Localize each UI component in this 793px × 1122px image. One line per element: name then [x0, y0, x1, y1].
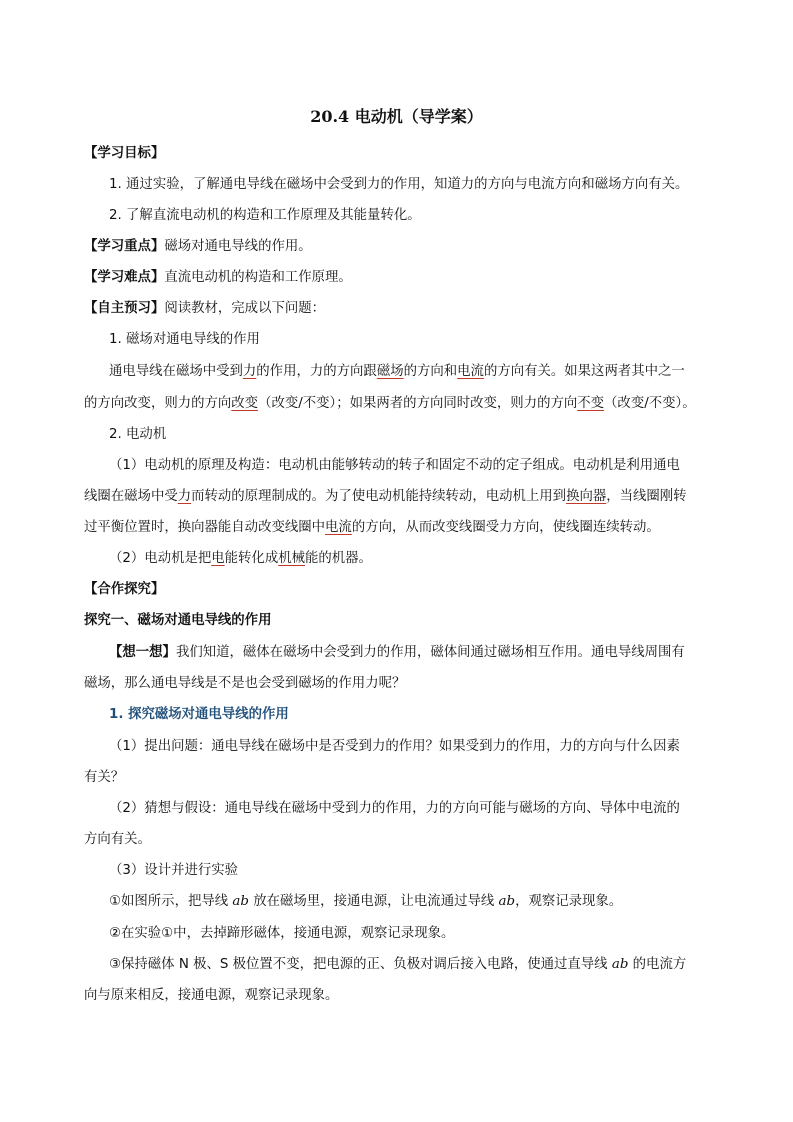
answer-blank: 电流 — [325, 520, 352, 535]
text: ，观察记录现象。 — [515, 894, 623, 909]
page-title: 20.4 电动机（导学案） — [310, 107, 483, 126]
paragraph-line: （3）设计并进行实验 — [109, 863, 239, 878]
wire-label: ab — [232, 894, 249, 909]
text: ，当线圈刚转 — [606, 489, 687, 504]
difficulty-line — [84, 268, 714, 288]
answer-blank: 力 — [242, 364, 257, 379]
text: ①如图所示，把导线 — [109, 894, 229, 909]
paragraph-line: 向与原来相反，接通电源，观察记录现象。 — [84, 988, 339, 1003]
section-label: 【学习重点】 — [84, 239, 165, 254]
answer-blank: 换向器 — [566, 489, 607, 504]
paragraph-line: （1）提出问题：通电导线在磁场中是否受到力的作用？如果受到力的作用，力的方向与什么因素 — [109, 739, 680, 754]
text: 的方向，从而改变线圈受力方向，使线圈连续转动。 — [351, 520, 660, 535]
paragraph-line — [109, 892, 739, 912]
answer-blank: 电流 — [457, 364, 484, 379]
section-label: 【自主预习】 — [84, 301, 165, 316]
objective-item: 1. 通过实验，了解通电导线在磁场中会受到力的作用，知道力的方向与电流方向和磁场方向有关。 — [109, 177, 689, 192]
text: 的电流方 — [632, 957, 687, 972]
answer-blank: 磁场 — [376, 364, 404, 379]
paragraph-line — [109, 643, 739, 663]
text: 过平衡位置时，换向器能自动改变线圈中 — [84, 520, 326, 535]
coop-line — [84, 580, 714, 600]
text: （2）电动机是把 — [109, 551, 212, 566]
text: （改变/不变）。 — [604, 396, 696, 411]
text: 通电导线在磁场中受到 — [109, 364, 243, 379]
paragraph-line: ②在实验①中，去掉蹄形磁体，接通电源，观察记录现象。 — [109, 926, 455, 941]
section-label: 【学习目标】 — [84, 146, 165, 161]
text: 能转化成 — [224, 551, 279, 566]
answer-blank: 机械 — [278, 551, 305, 566]
subsection-heading: 1. 磁场对通电导线的作用 — [109, 332, 260, 347]
answer-blank: 力 — [177, 489, 192, 504]
paragraph-line: （1）电动机的原理及构造：电动机由能够转动的转子和固定不动的定子组成。电动机是利用通电 — [109, 458, 680, 473]
paragraph-line — [109, 549, 739, 569]
paragraph-line — [84, 487, 714, 507]
subsection-heading: 2. 电动机 — [109, 427, 167, 442]
think-label: 【想一想】 — [109, 645, 176, 660]
text: 的方向有关。如果这两者其中之一 — [483, 364, 685, 379]
text: 能的机器。 — [305, 551, 372, 566]
text: 的方向改变，则力的方向 — [84, 396, 232, 411]
answer-blank: 不变 — [577, 396, 605, 411]
text: 我们知道，磁体在磁场中会受到力的作用，磁体间通过磁场相互作用。通电导线周围有 — [175, 645, 685, 660]
text: （改变/不变）；如果两者的方向同时改变，则力的方向 — [258, 396, 578, 411]
paragraph-line — [109, 362, 739, 382]
text: 而转动的原理制成的。为了使电动机能持续转动，电动机上用到 — [191, 489, 567, 504]
difficulty-text: 直流电动机的构造和工作原理。 — [164, 270, 352, 285]
paragraph-line — [109, 955, 739, 975]
preview-text: 阅读教材，完成以下问题： — [164, 301, 326, 316]
paragraph-line: （2）猜想与假设：通电导线在磁场中受到力的作用，力的方向可能与磁场的方向、导体中电流的 — [109, 801, 680, 816]
sub-heading: 1. 探究磁场对通电导线的作用 — [109, 707, 289, 722]
paragraph-line — [84, 518, 714, 538]
wire-label: ab — [611, 957, 629, 972]
preview-line — [84, 299, 714, 319]
section-label: 【合作探究】 — [84, 582, 165, 597]
text: 放在磁场里，接通电源，让电流通过导线 — [253, 894, 495, 909]
objective-item: 2. 了解直流电动机的构造和工作原理及其能量转化。 — [109, 208, 421, 223]
answer-blank: 电 — [211, 551, 225, 566]
wire-label: ab — [498, 894, 516, 909]
text: 的方向和 — [403, 364, 458, 379]
text: 的作用，力的方向跟 — [256, 364, 377, 379]
paragraph-line: 磁场，那么通电导线是不是也会受到磁场的作用力呢？ — [84, 676, 406, 691]
key-point-text: 磁场对通电导线的作用。 — [164, 239, 312, 254]
text: 线圈在磁场中受 — [84, 489, 178, 504]
section-label: 【学习难点】 — [84, 270, 165, 285]
paragraph-line — [84, 394, 714, 414]
key-point-line — [84, 237, 714, 257]
objectives-label — [84, 144, 714, 164]
answer-blank: 改变 — [231, 396, 259, 411]
paragraph-line: 有关？ — [84, 770, 125, 785]
inquiry-title: 探究一、磁场对通电导线的作用 — [84, 613, 272, 628]
text: ③保持磁体 N 极、S 极位置不变，把电源的正、负极对调后接入电路，使通过直导线 — [109, 957, 608, 972]
paragraph-line: 方向有关。 — [84, 832, 151, 847]
